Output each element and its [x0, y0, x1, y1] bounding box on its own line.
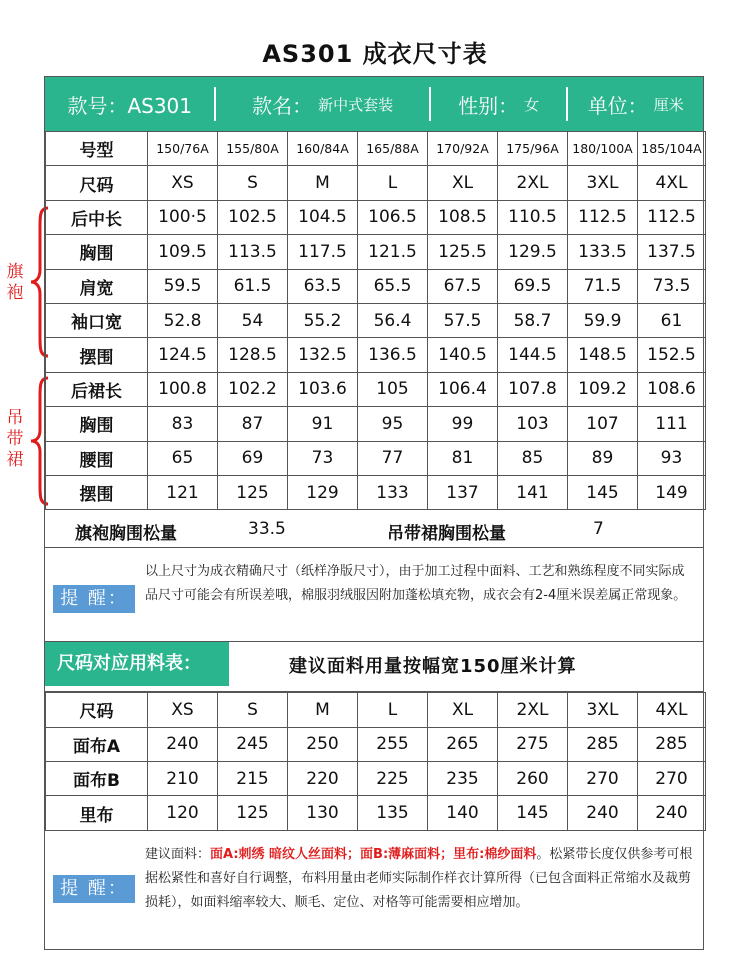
table-cell: 125 [218, 475, 288, 509]
table-row [46, 727, 706, 761]
fabric-reminder-badge: 提 醒： [53, 875, 135, 903]
table-row [46, 475, 706, 509]
table-cell: 250 [288, 727, 358, 761]
table-cell: 135 [358, 796, 428, 830]
table-cell: 165/88A [358, 132, 428, 166]
table-cell: 3XL [568, 693, 638, 727]
table-cell: 137.5 [638, 235, 706, 269]
table-row [46, 303, 706, 337]
table-cell: 117.5 [288, 235, 358, 269]
table-cell: 125.5 [428, 235, 498, 269]
table-cell: 155/80A [218, 132, 288, 166]
style-number-text: 款号：AS301 [67, 93, 193, 118]
table-cell: 102.5 [218, 200, 288, 234]
table-cell: 69 [218, 441, 288, 475]
slip-dress-side-label [4, 408, 26, 471]
table-row [46, 132, 706, 166]
table-cell: 59.5 [148, 269, 218, 303]
table-cell: 100.8 [148, 372, 218, 406]
table-cell: 235 [428, 762, 498, 796]
unit-value: 厘米 [653, 95, 684, 114]
table-cell: 71.5 [568, 269, 638, 303]
gender-value: 女 [524, 95, 540, 114]
qipao-side-text: 旗袍 [6, 262, 24, 303]
table-cell: 61.5 [218, 269, 288, 303]
table-row [46, 166, 706, 200]
table-cell: 103 [498, 407, 568, 441]
fabric-reminder-highlight: 面A:刺绣 暗纹人丝面料；面B:薄麻面料；里布:棉纱面料 [210, 846, 537, 862]
table-cell: 137 [428, 475, 498, 509]
table-cell: M [288, 693, 358, 727]
table-cell: 103.6 [288, 372, 358, 406]
table-cell: 111 [638, 407, 706, 441]
row-label: 摆围 [46, 475, 148, 509]
gender [429, 87, 567, 121]
table-cell: 240 [638, 796, 706, 830]
table-cell: 59.9 [568, 303, 638, 337]
page-title: AS301 成衣尺寸表 [262, 40, 488, 68]
table-cell: 141 [498, 475, 568, 509]
table-cell: 61 [638, 303, 706, 337]
table-row [46, 762, 706, 796]
table-cell: 83 [148, 407, 218, 441]
row-label: 腰围 [46, 441, 148, 475]
table-cell: XS [148, 166, 218, 200]
table-cell: 52.8 [148, 303, 218, 337]
table-cell: 120 [148, 796, 218, 830]
table-cell: 99 [428, 407, 498, 441]
table-cell: 150/76A [148, 132, 218, 166]
table-cell: 110.5 [498, 200, 568, 234]
table-cell: 112.5 [638, 200, 706, 234]
table-cell: 170/92A [428, 132, 498, 166]
table-cell: 130 [288, 796, 358, 830]
table-cell: 4XL [638, 693, 706, 727]
slip-looseness-label: 吊带裙胸围松量 [387, 524, 506, 545]
qipao-looseness-label: 旗袍胸围松量 [75, 524, 177, 545]
table-cell: XS [148, 693, 218, 727]
table-cell: 175/96A [498, 132, 568, 166]
style-number [45, 87, 214, 121]
table-cell: 185/104A [638, 132, 706, 166]
table-cell: 124.5 [148, 338, 218, 372]
table-cell: 105 [358, 372, 428, 406]
table-cell: 58.7 [498, 303, 568, 337]
table-cell: 73.5 [638, 269, 706, 303]
table-cell: 2XL [498, 166, 568, 200]
fabric-usage-tab: 尺码对应用料表： [45, 642, 229, 686]
table-cell: 57.5 [428, 303, 498, 337]
table-cell: 285 [568, 727, 638, 761]
table-cell: 129.5 [498, 235, 568, 269]
table-cell: 210 [148, 762, 218, 796]
table-cell: 270 [638, 762, 706, 796]
size-table [45, 131, 706, 510]
slip-dress-side-text: 吊带裙 [6, 408, 24, 470]
table-cell: 65.5 [358, 269, 428, 303]
row-label: 后裙长 [46, 372, 148, 406]
table-cell: 89 [568, 441, 638, 475]
table-cell: 107.8 [498, 372, 568, 406]
table-cell: 255 [358, 727, 428, 761]
table-cell: 215 [218, 762, 288, 796]
table-cell: 107 [568, 407, 638, 441]
table-cell: 87 [218, 407, 288, 441]
qipao-looseness-value: 33.5 [248, 519, 286, 540]
fabric-table [45, 692, 706, 831]
fabric-reminder-suffix: 。松紧带长度仅供参考可根据松紧性和喜好自行调整，布料用量由老师实际制作样衣计算所得（已包含面料正常缩水及裁剪损耗），如面料缩率较大、顺毛、定位、对格等可能需要相应增加。 [145, 846, 693, 910]
table-cell: 69.5 [498, 269, 568, 303]
table-cell: 160/84A [288, 132, 358, 166]
table-cell: 128.5 [218, 338, 288, 372]
table-row [46, 407, 706, 441]
table-cell: 106.5 [358, 200, 428, 234]
table-cell: S [218, 693, 288, 727]
table-cell: 145 [568, 475, 638, 509]
table-cell: 108.5 [428, 200, 498, 234]
row-label: 胸围 [46, 235, 148, 269]
table-row [46, 693, 706, 727]
size-chart-frame [44, 76, 704, 950]
table-cell: S [218, 166, 288, 200]
fabric-reminder-prefix: 建议面料： [145, 846, 211, 862]
table-cell: 140 [428, 796, 498, 830]
table-cell: 145 [498, 796, 568, 830]
style-name [214, 87, 428, 121]
row-label: 里布 [46, 796, 148, 830]
slip-looseness-value: 7 [593, 519, 604, 540]
unit-label: 单位： [587, 93, 648, 118]
table-cell: 144.5 [498, 338, 568, 372]
table-cell: L [358, 166, 428, 200]
table-cell: 132.5 [288, 338, 358, 372]
table-cell: 93 [638, 441, 706, 475]
table-cell: 108.6 [638, 372, 706, 406]
table-cell: 265 [428, 727, 498, 761]
table-cell: 121.5 [358, 235, 428, 269]
table-row [46, 338, 706, 372]
row-label: 尺码 [46, 166, 148, 200]
table-cell: 180/100A [568, 132, 638, 166]
table-cell: 140.5 [428, 338, 498, 372]
table-cell: 129 [288, 475, 358, 509]
fabric-reminder-note [45, 831, 703, 949]
table-cell: 270 [568, 762, 638, 796]
chest-looseness-row [45, 510, 703, 548]
table-cell: 2XL [498, 693, 568, 727]
table-cell: 149 [638, 475, 706, 509]
table-cell: 275 [498, 727, 568, 761]
table-cell: 65 [148, 441, 218, 475]
table-cell: 3XL [568, 166, 638, 200]
table-row [46, 372, 706, 406]
table-cell: L [358, 693, 428, 727]
table-cell: 285 [638, 727, 706, 761]
unit [566, 87, 703, 121]
row-label: 胸围 [46, 407, 148, 441]
table-cell: 67.5 [428, 269, 498, 303]
table-cell: 225 [358, 762, 428, 796]
table-cell: 220 [288, 762, 358, 796]
row-label: 号型 [46, 132, 148, 166]
table-cell: 102.2 [218, 372, 288, 406]
table-row [46, 235, 706, 269]
table-cell: 152.5 [638, 338, 706, 372]
reminder-text: 以上尺寸为成衣精确尺寸（纸样净版尺寸），由于加工过程中面料、工艺和熟练程度不同实际成品尺寸可能会有所误差哦，棉服羽绒服因附加蓬松填充物，成衣会有2-4厘米误差属正常现象。 [145, 564, 687, 604]
table-row [46, 269, 706, 303]
table-cell: 81 [428, 441, 498, 475]
table-cell: 100·5 [148, 200, 218, 234]
table-cell: 245 [218, 727, 288, 761]
table-cell: 113.5 [218, 235, 288, 269]
table-cell: 73 [288, 441, 358, 475]
gender-label: 性别： [458, 93, 519, 118]
table-cell: 4XL [638, 166, 706, 200]
table-cell: XL [428, 693, 498, 727]
row-label: 摆围 [46, 338, 148, 372]
row-label: 面布B [46, 762, 148, 796]
table-cell: M [288, 166, 358, 200]
fabric-usage-title: 建议面料用量按幅宽150厘米计算 [289, 656, 577, 678]
table-row [46, 441, 706, 475]
qipao-side-label [4, 262, 26, 304]
table-cell: 91 [288, 407, 358, 441]
row-label: 肩宽 [46, 269, 148, 303]
table-cell: 85 [498, 441, 568, 475]
table-cell: 56.4 [358, 303, 428, 337]
table-cell: 106.4 [428, 372, 498, 406]
table-cell: 109.2 [568, 372, 638, 406]
table-cell: 63.5 [288, 269, 358, 303]
reminder-badge: 提 醒： [53, 585, 135, 613]
table-cell: 240 [148, 727, 218, 761]
table-cell: 112.5 [568, 200, 638, 234]
table-cell: 148.5 [568, 338, 638, 372]
table-row [46, 200, 706, 234]
table-cell: 240 [568, 796, 638, 830]
fabric-usage-bar [45, 642, 703, 692]
row-label: 面布A [46, 727, 148, 761]
table-cell: XL [428, 166, 498, 200]
table-cell: 260 [498, 762, 568, 796]
table-cell: 136.5 [358, 338, 428, 372]
table-cell: 125 [218, 796, 288, 830]
table-cell: 104.5 [288, 200, 358, 234]
table-cell: 55.2 [288, 303, 358, 337]
row-label: 袖口宽 [46, 303, 148, 337]
table-row [46, 796, 706, 830]
style-name-value: 新中式套装 [318, 95, 394, 114]
row-label: 尺码 [46, 693, 148, 727]
table-cell: 109.5 [148, 235, 218, 269]
row-label: 后中长 [46, 200, 148, 234]
info-header [45, 77, 703, 131]
table-cell: 54 [218, 303, 288, 337]
table-cell: 133.5 [568, 235, 638, 269]
reminder-note [45, 548, 703, 642]
fabric-reminder-text [145, 843, 695, 915]
style-name-label: 款名： [252, 93, 313, 118]
table-cell: 133 [358, 475, 428, 509]
table-cell: 95 [358, 407, 428, 441]
table-cell: 121 [148, 475, 218, 509]
table-cell: 77 [358, 441, 428, 475]
